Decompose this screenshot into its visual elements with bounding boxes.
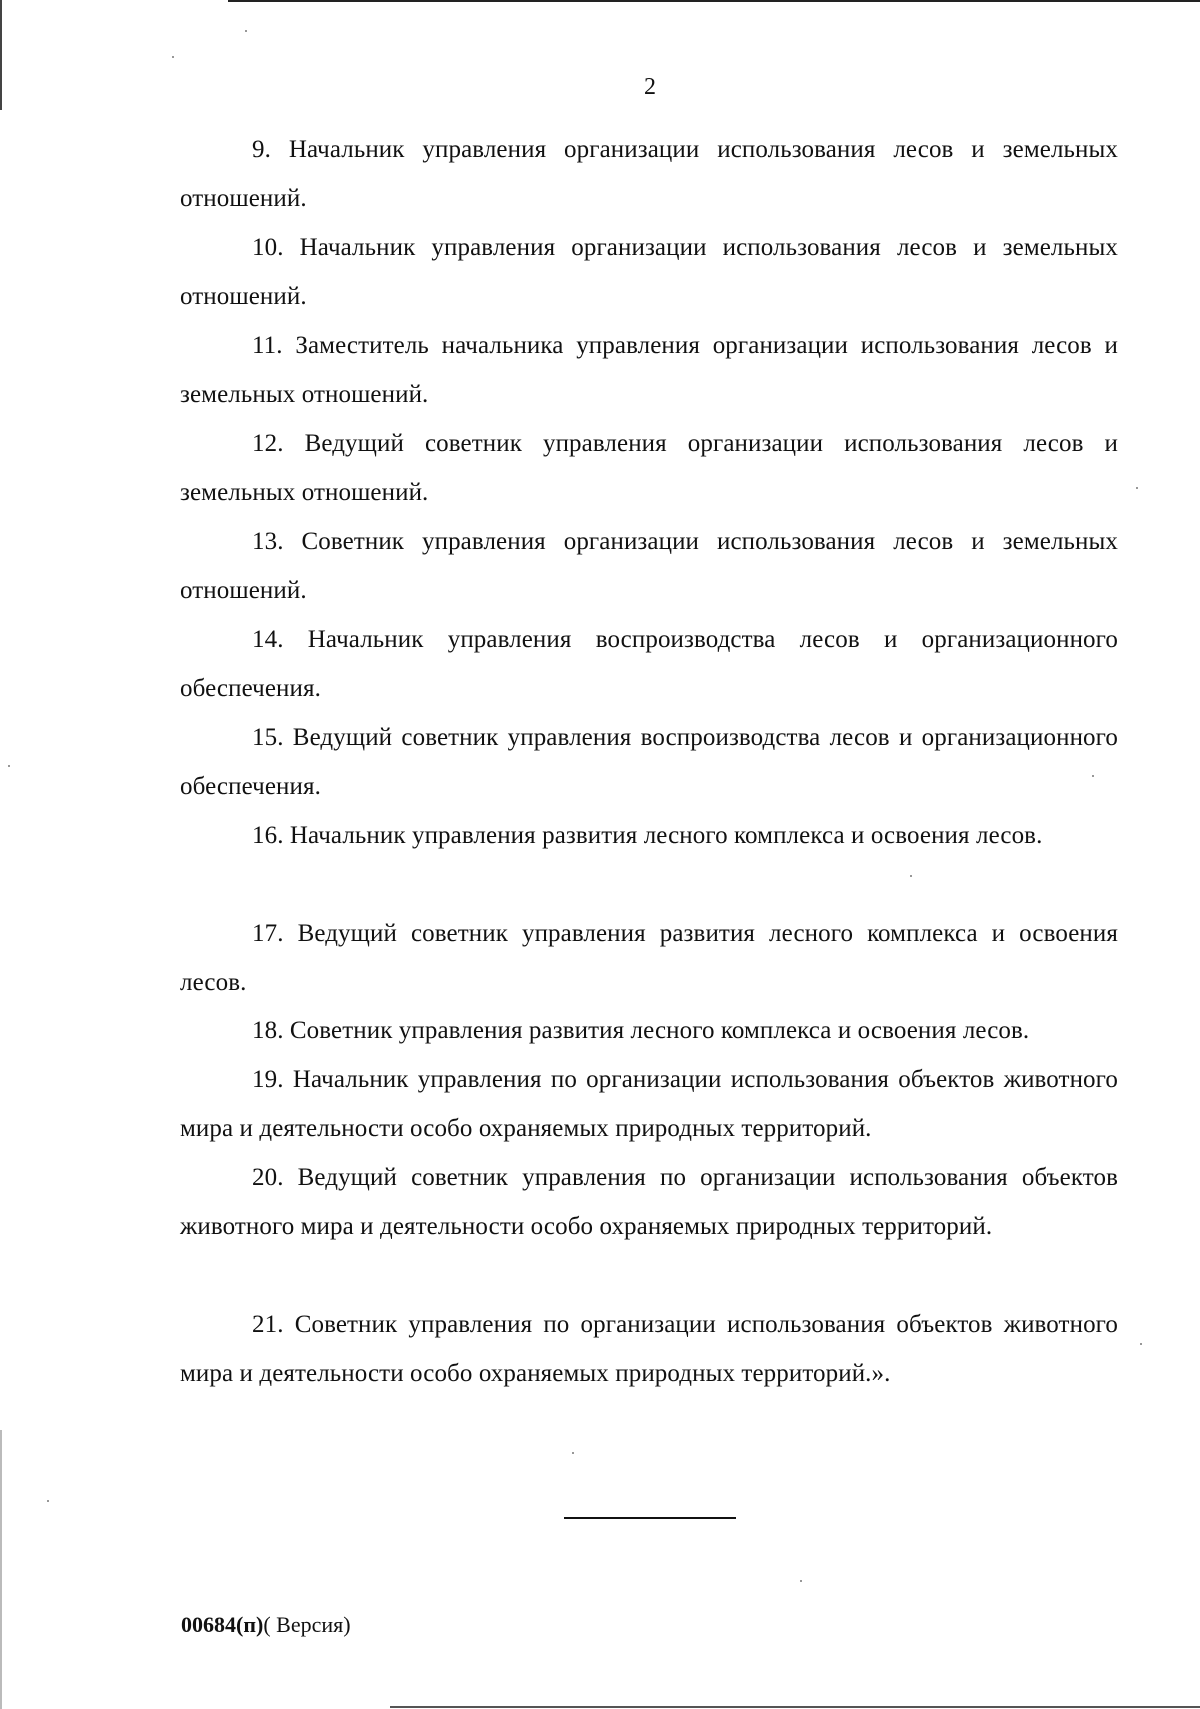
list-item: 16. Начальник управления развития лесного комплекса и освоения лесов. [252,822,1043,849]
scan-border-bottom [390,1706,1200,1708]
list-item: 19. Начальник управления по организации использования объектов животного мира и деятельности особо охраняемых природных территорий. [180,1066,1118,1142]
list-item: 11. Заместитель начальника управления организации использования лесов и земельных отношений. [180,332,1118,408]
page-number: 2 [644,74,656,100]
list-item: 14. Начальник управления воспроизводства лесов и организационного обеспечения. [180,626,1118,702]
footer-version: ( Версия) [263,1612,351,1637]
end-rule [564,1517,736,1519]
footer-code: 00684(п) [181,1612,264,1637]
scan-speck [1140,1343,1142,1345]
scan-speck [245,30,247,32]
scan-speck [47,1500,49,1502]
footer-document-code [181,1612,351,1638]
scan-speck [8,765,10,767]
list-item: 18. Советник управления развития лесного комплекса и освоения лесов. [252,1017,1030,1044]
list-item: 13. Советник управления организации использования лесов и земельных отношений. [180,528,1118,604]
scan-speck [800,1580,802,1582]
list-item: 9. Начальник управления организации использования лесов и земельных отношений. [180,136,1118,212]
scan-border-left-lower [0,1430,2,1709]
list-item: 17. Ведущий советник управления развития лесного комплекса и освоения лесов. [180,920,1118,996]
scan-speck [1136,487,1138,489]
list-item: 12. Ведущий советник управления организации использования лесов и земельных отношений. [180,430,1118,506]
list-item: 20. Ведущий советник управления по организации использования объектов животного мира и деятельности особо охраняемых природных территорий. [180,1164,1118,1240]
list-item: 21. Советник управления по организации использования объектов животного мира и деятельности особо охраняемых природных территорий.». [180,1311,1118,1387]
list-item: 15. Ведущий советник управления воспроизводства лесов и организационного обеспечения. [180,724,1118,800]
list-item: 10. Начальник управления организации использования лесов и земельных отношений. [180,234,1118,310]
scan-speck [910,875,912,877]
scan-speck [172,56,174,58]
scan-speck [572,1452,574,1454]
scan-border-top [228,0,1200,2]
